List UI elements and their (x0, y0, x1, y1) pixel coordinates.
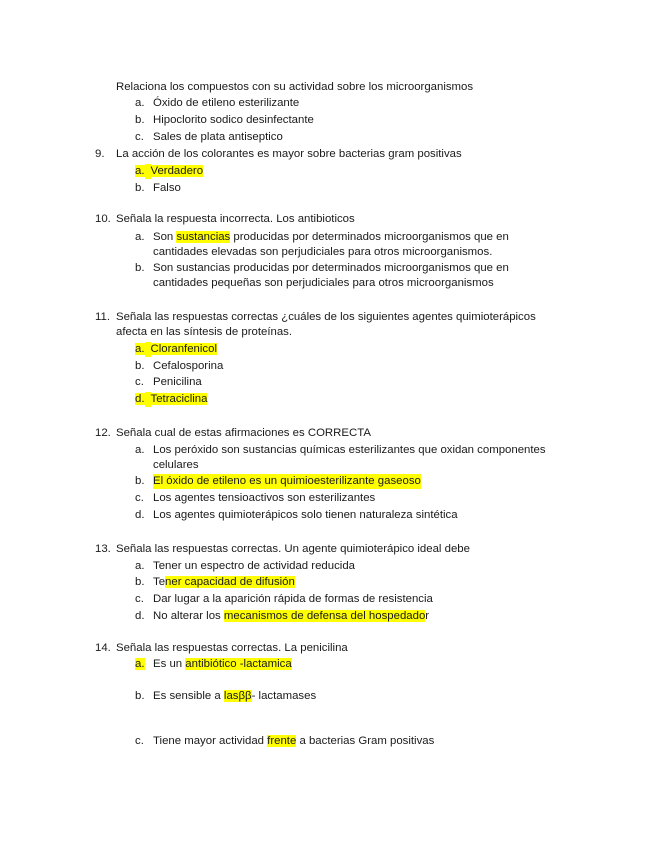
option-text: Son sustancias producidas por determinados microorganismos que en (153, 262, 509, 274)
option-text: No alterar los mecanismos de defensa del hospedador (153, 610, 430, 622)
question-9-option-a (135, 164, 203, 179)
option-text: Tener capacidad de difusión (153, 576, 295, 588)
intro-option-b (135, 113, 314, 128)
option-text: Verdadero (150, 165, 204, 177)
intro-option-c (135, 130, 283, 145)
question-9-stem: La acción de los colorantes es mayor sobre bacterias gram positivas (116, 148, 462, 160)
option-letter: b. (135, 475, 145, 487)
option-letter: c. (135, 131, 144, 143)
option-text: Los agentes tensioactivos son esterilizantes (153, 492, 376, 504)
option-text: Cefalosporina (153, 360, 224, 372)
highlighted-text: mecanismos de defensa del hospedado (223, 610, 426, 622)
option-text: El óxido de etileno es un quimioesterilizante gaseoso (153, 475, 421, 487)
option-text: Dar lugar a la aparición rápida de formas de resistencia (153, 593, 433, 605)
question-11-stem-line2: afecta en las síntesis de proteínas. (116, 326, 293, 338)
option-text: Los peróxido son sustancias químicas esterilizantes que oxidan componentes (153, 444, 546, 456)
question-11-option-d (135, 392, 207, 407)
highlighted-text: lasββ (223, 690, 252, 702)
option-letter: b. (135, 360, 145, 372)
question-12-stem: Señala cual de estas afirmaciones es CORRECTA (116, 427, 371, 439)
option-letter: c. (135, 735, 144, 747)
option-letter: a. (135, 444, 145, 456)
option-text: Tetraciclina (150, 393, 208, 405)
question-11-number: 11. (95, 311, 110, 323)
question-13-option-a (135, 559, 355, 574)
option-letter: d. (135, 393, 145, 405)
intro-stem: Relaciona los compuestos con su actividad sobre los microorganismos (116, 81, 474, 93)
question-13-number: 13. (95, 543, 111, 555)
question-10-option-b-line2: cantidades pequeñas son perjudiciales para otros microorganismos (153, 277, 494, 289)
question-11-option-a (135, 342, 217, 357)
question-9-number: 9. (95, 148, 105, 160)
question-13-option-c (135, 592, 433, 607)
option-text: Tiene mayor actividad frente a bacterias Gram positivas (153, 735, 435, 747)
option-letter: c. (135, 376, 144, 388)
option-letter: b. (135, 262, 145, 274)
option-letter: a. (135, 343, 145, 355)
option-letter: a. (135, 560, 145, 572)
question-10-number: 10. (95, 213, 111, 225)
option-letter: c. (135, 593, 144, 605)
question-12-option-b (135, 474, 421, 489)
question-10-stem: Señala la respuesta incorrecta. Los antibioticos (116, 213, 355, 225)
question-9-option-b (135, 181, 181, 196)
option-text: Sales de plata antiseptico (153, 131, 283, 143)
question-14-option-c (135, 734, 435, 749)
question-12-option-a-line2: celulares (153, 459, 199, 471)
option-letter: a. (135, 231, 145, 243)
question-13-option-d (135, 609, 430, 624)
option-text: Tener un espectro de actividad reducida (153, 560, 355, 572)
option-text: Es un antibiótico -lactamica (153, 658, 292, 670)
option-text: Falso (153, 182, 181, 194)
highlighted-text: antibiótico -lactamica (185, 658, 292, 670)
question-14-option-a (135, 657, 292, 672)
question-13-option-b (135, 575, 295, 590)
question-10-option-b (135, 261, 509, 276)
option-text: Son sustancias producidas por determinados microorganismos que en (153, 231, 509, 243)
option-letter: a. (135, 658, 145, 670)
highlighted-text: frente (267, 735, 297, 747)
question-13-stem: Señala las respuestas correctas. Un agente quimioterápico ideal debe (116, 543, 470, 555)
option-letter: d. (135, 610, 145, 622)
option-letter: b. (135, 114, 145, 126)
highlighted-text: ner capacidad de difusión (165, 576, 295, 588)
question-12-option-d (135, 508, 458, 523)
question-11-stem: Señala las respuestas correctas ¿cuáles de los siguientes agentes quimioterápicos (116, 311, 536, 323)
question-10-option-a-line2: cantidades elevadas son perjudiciales para otros microorganismos. (153, 246, 493, 258)
option-letter: d. (135, 509, 145, 521)
option-letter: b. (135, 690, 145, 702)
option-text: Óxido de etileno esterilizante (153, 97, 300, 109)
question-11-option-c (135, 375, 202, 390)
question-14-option-b (135, 689, 317, 704)
option-letter: a. (135, 97, 145, 109)
intro-option-a (135, 96, 300, 111)
option-text: Cloranfenicol (150, 343, 217, 355)
option-text: Los agentes quimioterápicos solo tienen naturaleza sintética (153, 509, 458, 521)
option-text: Penicilina (153, 376, 202, 388)
question-12-option-c (135, 491, 376, 506)
option-text: Es sensible a lasββ- lactamases (153, 690, 317, 702)
highlighted-text: sustancias (176, 231, 231, 243)
question-14-stem: Señala las respuestas correctas. La penicilina (116, 642, 348, 654)
option-letter: b. (135, 576, 145, 588)
option-text: Hipoclorito sodico desinfectante (153, 114, 314, 126)
option-letter: a. (135, 165, 145, 177)
question-11-option-b (135, 359, 224, 374)
option-letter: b. (135, 182, 145, 194)
question-14-number: 14. (95, 642, 111, 654)
option-letter: c. (135, 492, 144, 504)
question-12-option-a (135, 443, 546, 458)
question-10-option-a (135, 230, 509, 245)
question-12-number: 12. (95, 427, 111, 439)
